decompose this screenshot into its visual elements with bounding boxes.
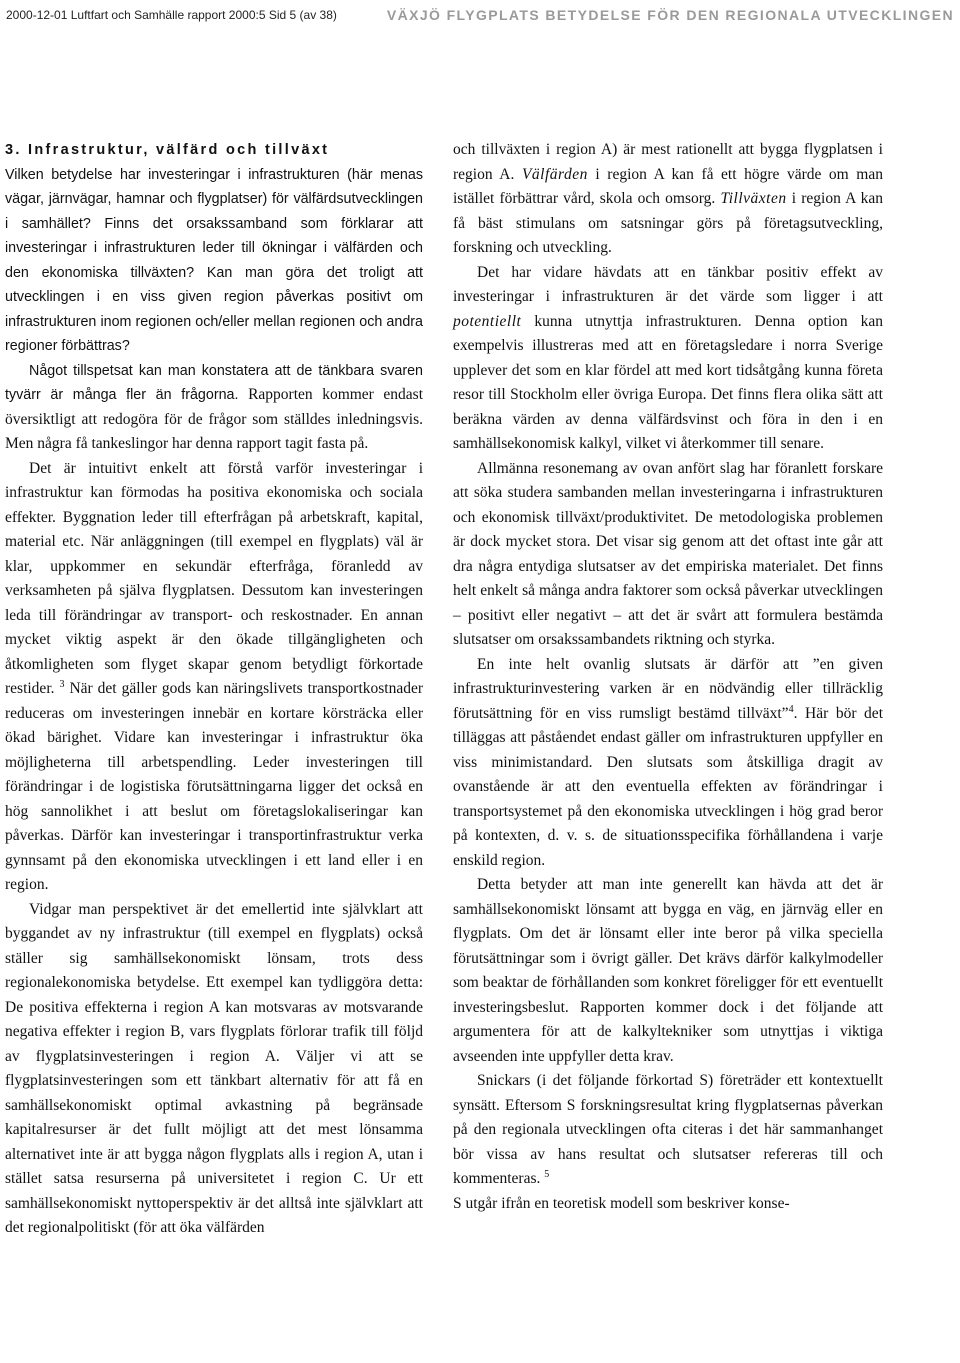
footnote-ref-4: 4 (788, 703, 794, 715)
option-text-b: kunna utnyttja infrastrukturen. Denna option kan exempelvis illustreras med att en företagsledare i norra Sverige upplever det som en klar fördel att med kort tidsåtgång kunna företa resor till Stockholm eller övriga Europa. Det finns flera olika sätt att beräkna värden av denna välfärdsvinst och föra in den i en samhällsekonomisk kalkyl, vilket vi återkommer till senare. (453, 312, 883, 452)
welfare-text-c: i region A kan få bäst stimulans om satsningar görs på företagsutveckling, forskning och utveckling. (453, 190, 884, 256)
intro-questions: Vilken betydelse har investeringar i infrastrukturen (här menas vägar, järnvägar, hamnar och flygplatser) för välfärdsutvecklingen i samhället? Finns det orsakssamband som förklarar att investeringar i infrastrukturen leder till ökningar i välfärden och den ekonomiska tillväxten? Kan man göra det troligt att utvecklingen i en viss given region påverkas positivt om infrastrukturen inom regionen och/eller mellan regionen och andra regioner förbättras? (5, 166, 423, 354)
footnote-ref-5: 5 (544, 1168, 550, 1180)
welfare-text-b: i region A kan få ett högre värde om man istället förbättrar vård, skola och omsorg. (453, 165, 883, 207)
paragraph-option-value (453, 261, 883, 457)
paragraph-effects (5, 457, 423, 898)
paragraph-snickars (453, 1069, 883, 1192)
potential-emphasis: potentiellt (453, 312, 522, 330)
snickars-text: Snickars (i det följande förkortad S) företräder ett kontextuellt synsätt. Eftersom S forskningsresultat kring flygplatsernas påverkan på den regionala utvecklingen ofta citeras i det här sammanhanget bör vissa av hans resultat och slutsatser refereras till och kommenteras. (453, 1072, 883, 1187)
conclusion-text-a: En inte helt ovanlig slutsats är därför att ”en given infrastrukturinvestering varken är en nödvändig eller tillräcklig förutsättning för en viss rumsligt bestämd tillväxt” (453, 655, 883, 722)
paragraph-scope (5, 359, 423, 457)
paragraph-research: Allmänna resonemang av ovan anfört slag har föranlett forskare att söka studera sambanden mellan investeringarna i infrastrukturen och ekonomisk tillväxt/produktivitet. De metodologiska problemen är dock mycket stora. Det visar sig genom att det oftast inte går att dra några entydiga slutsatser av det empiriska materialet. Det finns helt enkelt så många andra faktorer som också påverkar utvecklingen – positivt eller negativt – att det är svårt att formulera bestämda slutsatser om orsakssambandets riktning och styrka. (453, 459, 883, 648)
section-heading: 3. Infrastruktur, välfärd och tillväxt (5, 142, 330, 158)
intro-remark: Något tillspetsat kan man konstatera att de tänkbara svaren tyvärr är många fler än frågorna. (5, 362, 423, 403)
footnote-ref-3: 3 (59, 678, 65, 690)
page-header (0, 0, 960, 30)
paragraph-conclusion (453, 653, 883, 874)
paragraph-model: S utgår ifrån en teoretisk modell som beskriver konse- (453, 1194, 790, 1212)
left-column (5, 138, 423, 1241)
conclusion-text-b: . Här bör det tilläggas att påståendet endast gäller om infrastrukturen uppfyller en viss minimistandard. Den slutsats som åtskilliga dragit av ovanstående är att den eventuella effekten av förändringar i transportsystemet på den ekonomiska utvecklingen i hög grad beror på kontexten, d. v. s. de situationsspecifika förhållandena i varje enskild region. (453, 704, 883, 869)
header-page-info: 2000-12-01 Luftfart och Samhälle rapport 2000:5 Sid 5 (av 38) (6, 8, 337, 22)
paragraph-perspective: Vidgar man perspektivet är det emellertid inte självklart att byggandet av ny infrastruktur (till exempel en flygplats) också ställer sig samhällsekonomiskt lönsam, trots dess regionalekonomiska betydelse. Ett exempel kan tydliggöra detta: De positiva effekterna i region A kan motsvaras av motsvarande negativa effekter i region B, vars flygplats förlorar trafik till följd av flygplatsinvesteringen i region A. Väljer vi att se flygplatsinvesteringen som ett tänkbart alternativ för att få en samhällsekonomiskt optimal avkastning på begränsade kapitalresurser är det fullt möjligt att det mest lönsamma alternativet inte är att bygga någon flygplats alls i region A, utan i stället satsa resurserna på universitetet i region C. Ur ett samhällsekonomiskt nyttoperspektiv är det alltså inte självklart att det regionalpolitiskt (för att öka välfärden (5, 900, 423, 1236)
paragraph-scope-text: Rapporten kommer endast översiktligt att redogöra för de frågor som ställdes inledningsvis. Men några få tankeslingor har denna rapport tagit fasta på. (5, 386, 424, 452)
welfare-emphasis: Välfärden (521, 165, 588, 183)
welfare-text-a: och tillväxten i region A) är mest rationellt att bygga flygplatsen i region A. (453, 141, 883, 183)
paragraph-welfare-growth (453, 138, 883, 261)
paragraph-effects-a: Det är intuitivt enkelt att förstå varför investeringar i infrastruktur kan förmodas ha positiva ekonomiska och sociala effekter. Byggnation leder till efterfrågan på arbetskraft, kapital, material etc. När anläggningen (till exempel en flygplats) väl är klar, uppkommer en sekundär efterfråga, föranledd av verksamheten på själva flygplatsen. Dessutom kan investeringen leda till förändringar av transport- och reskostnader. En annan mycket viktig aspekt är den ökade tillgängligheten och åtkomligheten som flyget skapar genom betydligt förkortade restider. (5, 459, 423, 697)
option-text-a: Det har vidare hävdats att en tänkbar positiv effekt av investeringar i infrastrukturen är det värde som ligger i att (453, 263, 883, 305)
growth-emphasis: Tillväxten (720, 190, 787, 207)
header-report-title: VÄXJÖ FLYGPLATS BETYDELSE FÖR DEN REGIONALA UTVECKLINGEN (386, 7, 954, 23)
paragraph-effects-b: När det gäller gods kan näringslivets transportkostnader reduceras om investeringen innebär en kortare körsträcka eller ökad bärighet. Vidare kan investeringar i infrastruktur öka möjligheterna till arbetspendling. Leder investeringen till förändringar i de logistiska förutsättningarna ligger det också en hög sannolikhet i att beslut om företagslokaliseringar kan påverkas. Därför kan investeringar i transportinfrastruktur verka gynnsamt på den ekonomiska utvecklingen i ett land eller i en region. (5, 680, 424, 893)
paragraph-profitability: Detta betyder att man inte generellt kan hävda att det är samhällsekonomiskt lönsamt att bygga en väg, en järnväg eller en flygplats. Om det är lönsamt eller inte beror på vilka speciella förutsättningar som i övrigt gäller. Det krävs därför kalkylmodeller som beaktar de förhållanden som konkret föreligger för ett eventuellt investeringsbeslut. Rapporten kommer dock i det följande att argumentera för att de kalkyltekniker som utnyttjas i viktiga avseenden inte uppfyller detta krav. (453, 876, 883, 1065)
right-column (453, 138, 883, 1216)
